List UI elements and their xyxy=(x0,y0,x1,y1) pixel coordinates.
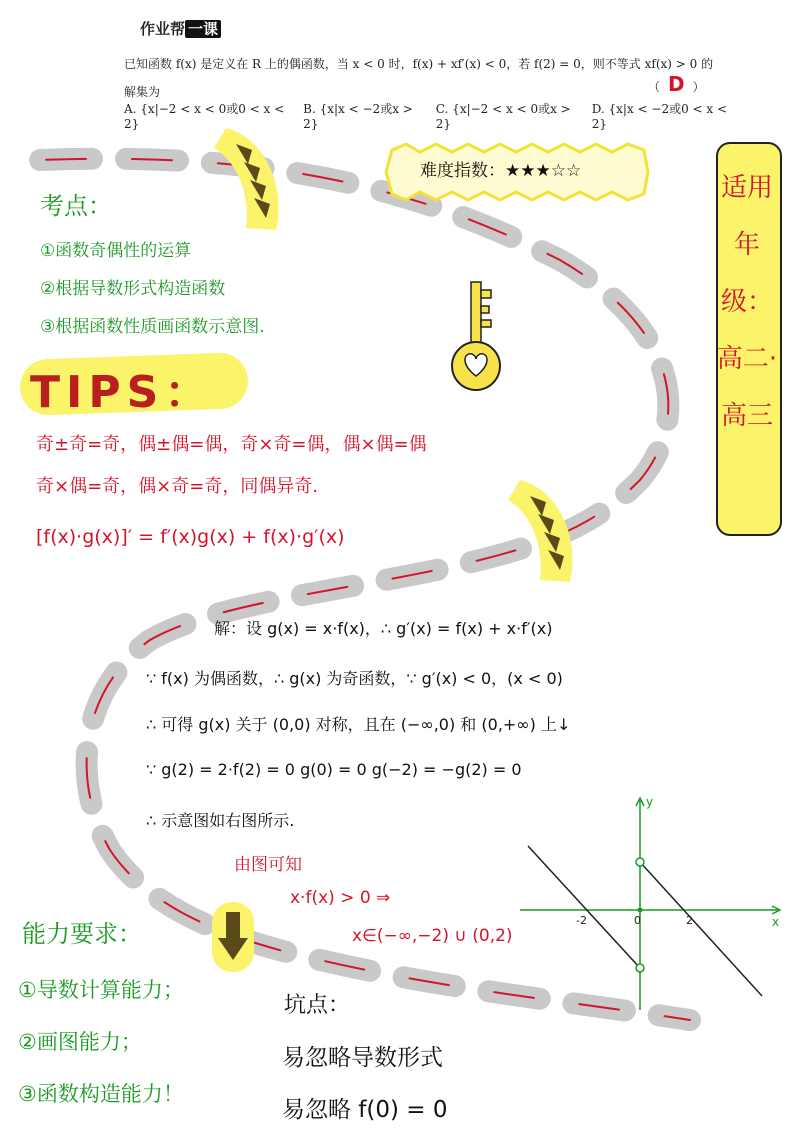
option-b: B. {x|x < −2或x > 2} xyxy=(303,102,413,131)
solution-line: ∴ 示意图如右图所示. xyxy=(146,811,295,830)
solution-line: ∵ f(x) 为偶函数，∴ g(x) 为奇函数，∵ g′(x) < 0，(x < 0) xyxy=(146,669,563,688)
kaodian-item: ③根据函数性质画函数示意图. xyxy=(40,317,265,337)
kaodian-title: 考点： xyxy=(40,192,112,220)
pitfall-item: 易忽略 f(0) = 0 xyxy=(282,1097,448,1123)
solution-line: 解：设 g(x) = x·f(x)，∴ g′(x) = f(x) + x·f′(x) xyxy=(214,619,553,638)
ability-item: ③函数构造能力！ xyxy=(18,1082,184,1106)
graph-y-label: y xyxy=(646,795,654,809)
graph-tick-neg: -2 xyxy=(576,914,587,927)
brand-tag: 一课 xyxy=(185,20,221,38)
kaodian-list xyxy=(40,232,265,346)
option-list xyxy=(124,100,734,131)
difficulty-text: 难度指数：★★★☆☆ xyxy=(420,161,582,181)
tips-title: TIPS： xyxy=(30,367,215,418)
origin-point xyxy=(638,908,643,913)
answer-letter: D xyxy=(668,72,685,96)
option-c: C. {x|−2 < x < 0或x > 2} xyxy=(435,102,571,131)
paren-left: （ xyxy=(648,80,661,94)
solution-line: ∵ g(2) = 2·f(2) = 0 g(0) = 0 g(−2) = −g(2) = 0 xyxy=(146,760,522,779)
yinli-solution-set: x∈(−∞,−2) ∪ (0,2) xyxy=(352,926,513,946)
tips-formula: [f(x)·g(x)]′ = f′(x)g(x) + f(x)·g′(x) xyxy=(36,526,345,548)
chevron-arrow-mid xyxy=(500,470,590,590)
option-a: A. {x|−2 < x < 0或0 < x < 2} xyxy=(124,102,285,131)
hollow-point-top xyxy=(636,858,644,866)
solution-line: ∴ 可得 g(x) 关于 (0,0) 对称，且在 (−∞,0) 和 (0,+∞) 上↓ xyxy=(146,715,571,734)
pitfall-list xyxy=(282,1032,448,1136)
brand-logo xyxy=(140,18,221,39)
function-graph xyxy=(510,790,790,1020)
ability-list xyxy=(18,964,184,1120)
answer-slot xyxy=(648,72,705,96)
grade-text: 适用年级：高二·高三 xyxy=(716,173,778,431)
brand-name: 作业帮 xyxy=(140,20,186,38)
kaodian-item: ②根据导数形式构造函数 xyxy=(40,279,226,299)
curve-left xyxy=(528,846,640,968)
yinli-inequality: x·f(x) > 0 ⇒ xyxy=(290,888,391,908)
tips-rule: 奇×偶=奇，偶×奇=奇，同偶异奇. xyxy=(36,476,319,497)
ability-item: ②画图能力； xyxy=(18,1030,142,1054)
ability-title: 能力要求： xyxy=(22,920,142,948)
key-icon xyxy=(446,276,506,396)
arrow-down-icon xyxy=(208,900,258,974)
tips-rule: 奇±奇=奇，偶±偶=偶，奇×奇=偶，偶×偶=偶 xyxy=(36,434,427,455)
yinli-title: 由图可知 xyxy=(234,855,302,875)
graph-tick-pos: 2 xyxy=(686,914,693,927)
graph-tick-zero: 0 xyxy=(634,914,641,927)
question-stem: 已知函数 f(x) 是定义在 R 上的偶函数，当 x < 0 时，f(x) + xf′(x) < 0，若 f(2) = 0，则不等式 xf(x) > 0 的解集为 xyxy=(124,57,714,99)
chevron-arrow-top xyxy=(206,118,296,238)
graph-x-label: x xyxy=(772,915,780,929)
curve-right xyxy=(640,862,762,996)
pitfall-item: 易忽略导数形式 xyxy=(282,1045,443,1071)
pitfall-title: 坑点： xyxy=(284,993,351,1018)
paren-right: ） xyxy=(692,80,705,94)
hollow-point-bottom xyxy=(636,964,644,972)
ability-item: ①导数计算能力； xyxy=(18,978,184,1002)
option-d: D. {x|x < −2或0 < x < 2} xyxy=(591,102,728,131)
kaodian-item: ①函数奇偶性的运算 xyxy=(40,241,192,261)
